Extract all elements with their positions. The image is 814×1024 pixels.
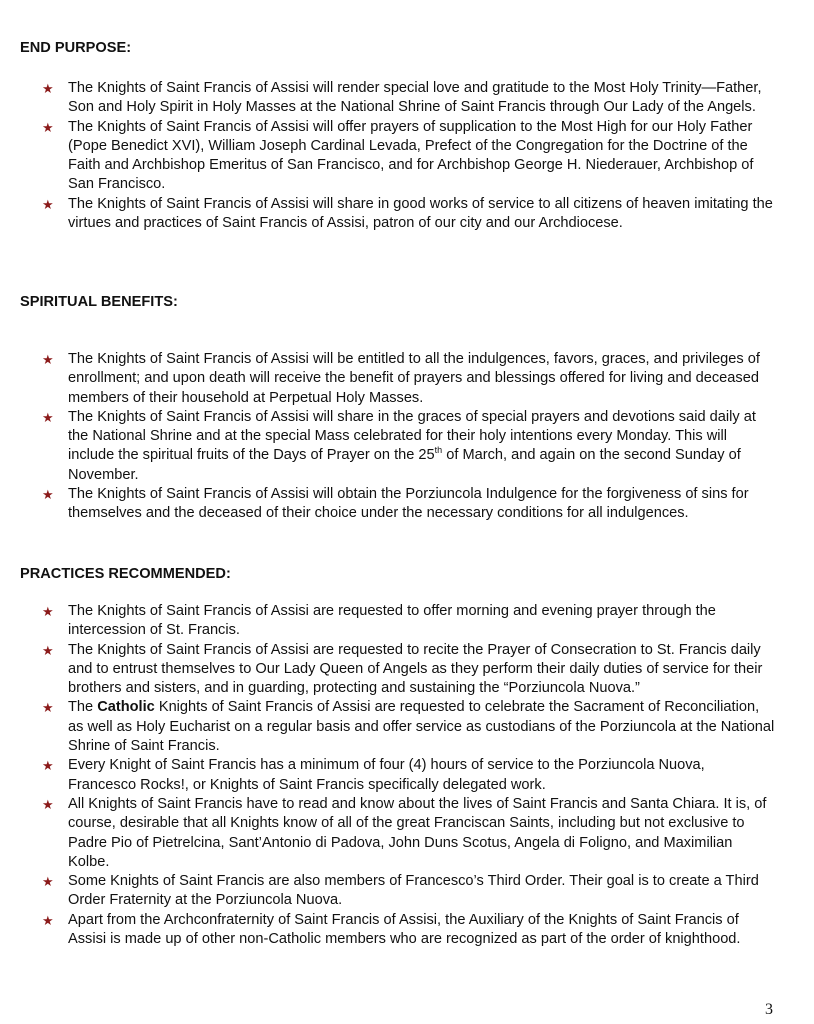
star-icon: ★ xyxy=(42,119,54,135)
end-purpose-list xyxy=(0,79,814,233)
list-item xyxy=(0,756,814,795)
spiritual-benefits-heading: SPIRITUAL BENEFITS: xyxy=(20,294,178,310)
list-item-text: All Knights of Saint Francis have to read and know about the lives of Saint Francis and Santa Chiara. It is, of course, desirable that all Knights know of all of the great Franciscan Saints, including but not exclusive to Padre Pio of Pietrelcina, Sant’Antonio di Padova, John Duns Scotus, Angela di Foligno, and Maximilian Kolbe. xyxy=(68,795,767,870)
star-icon: ★ xyxy=(42,196,54,212)
list-item xyxy=(0,698,814,756)
list-item xyxy=(0,795,814,872)
list-item-text: The Knights of Saint Francis of Assisi will share in good works of service to all citizens of heaven imitating the virtues and practices of Saint Francis of Assisi, patron of our city and our Archdiocese. xyxy=(68,195,773,232)
list-item-text: Every Knight of Saint Francis has a minimum of four (4) hours of service to the Porziuncola Nuova, Francesco Rocks!, or Knights of Saint Francis specifically delegated work. xyxy=(68,757,705,793)
list-item-text: The Catholic Knights of Saint Francis of Assisi are requested to celebrate the Sacrament of Reconciliation, as well as Holy Eucharist on a regular basis and offer service as custodians of the Porziuncola at the National Shrine of Saint Francis. xyxy=(68,699,775,755)
list-item-text: Some Knights of Saint Francis are also members of Francesco’s Third Order. Their goal is to create a Third Order Fraternity at the Porziuncola Nuova. xyxy=(68,873,759,909)
ordinal-suffix: th xyxy=(434,445,443,456)
practices-recommended-heading: PRACTICES RECOMMENDED: xyxy=(20,566,231,582)
end-purpose-heading: END PURPOSE: xyxy=(20,40,132,56)
star-icon: ★ xyxy=(42,796,54,812)
list-item-text: The Knights of Saint Francis of Assisi will be entitled to all the indulgences, favors, graces, and privileges of enrollment; and upon death will receive the benefit of prayers and blessings offered for living and deceased members of their household at Perpetual Holy Masses. xyxy=(68,351,760,406)
list-item xyxy=(0,118,814,195)
catholic-emphasis: Catholic xyxy=(97,699,155,716)
list-item-text: Apart from the Archconfraternity of Saint Francis of Assisi, the Auxiliary of the Knights of Saint Francis of Assisi is made up of other non-Catholic members who are recognized as part of the order of knighthood. xyxy=(68,911,741,948)
star-icon: ★ xyxy=(42,758,54,774)
star-icon: ★ xyxy=(42,874,54,890)
list-item-text: The Knights of Saint Francis of Assisi are requested to recite the Prayer of Consecration to St. Francis daily and to entrust themselves to Our Lady Queen of Angels as they perform their daily duties of service for their brothers and sisters, and in guarding, protecting and sustaining the “Porziuncola Nuova.” xyxy=(68,641,763,697)
list-item-text: The Knights of Saint Francis of Assisi will obtain the Porziuncola Indulgence for the forgiveness of sins for themselves and the deceased of their choice under the necessary conditions for all indulgences. xyxy=(68,486,749,522)
list-item xyxy=(0,641,814,699)
list-item xyxy=(0,602,814,641)
list-item xyxy=(0,195,814,234)
star-icon: ★ xyxy=(42,487,54,503)
list-item-text: The Knights of Saint Francis of Assisi will render special love and gratitude to the Most Holy Trinity—Father, Son and Holy Spirit in Holy Masses at the National Shrine of Saint Francis through Our Lady of the Angels. xyxy=(68,80,762,116)
star-icon: ★ xyxy=(42,642,54,658)
list-item xyxy=(0,350,814,408)
list-item xyxy=(0,872,814,911)
list-item-text: The Knights of Saint Francis of Assisi are requested to offer morning and evening prayer through the intercession of St. Francis. xyxy=(68,603,716,639)
star-icon: ★ xyxy=(42,81,54,96)
list-item xyxy=(0,485,814,524)
star-icon: ★ xyxy=(42,352,54,367)
star-icon: ★ xyxy=(42,912,54,928)
star-icon: ★ xyxy=(42,409,54,425)
list-item-text: The Knights of Saint Francis of Assisi will offer prayers of supplication to the Most High for our Holy Father (Pope Benedict XVI), William Joseph Cardinal Levada, Prefect of the Congregation for the Doctrine of the Faith and Archbishop Emeritus of San Francisco, and for Archbishop George H. Niederauer, Archbishop of San Francisco. xyxy=(68,118,754,193)
star-icon: ★ xyxy=(42,604,54,619)
list-item xyxy=(0,911,814,950)
list-item-text: The Knights of Saint Francis of Assisi will share in the graces of special prayers and devotions said daily at the National Shrine and at the special Mass celebrated for their holy intentions every Monday. This will include the spiritual fruits of the Days of Prayer on the 25th of March, and again on the second Sunday of November. xyxy=(68,408,756,483)
spiritual-benefits-list xyxy=(0,350,814,524)
star-icon: ★ xyxy=(42,700,54,716)
list-item xyxy=(0,79,814,118)
list-item xyxy=(0,408,814,485)
practices-list xyxy=(0,602,814,949)
page-number: 3 xyxy=(765,1001,773,1018)
